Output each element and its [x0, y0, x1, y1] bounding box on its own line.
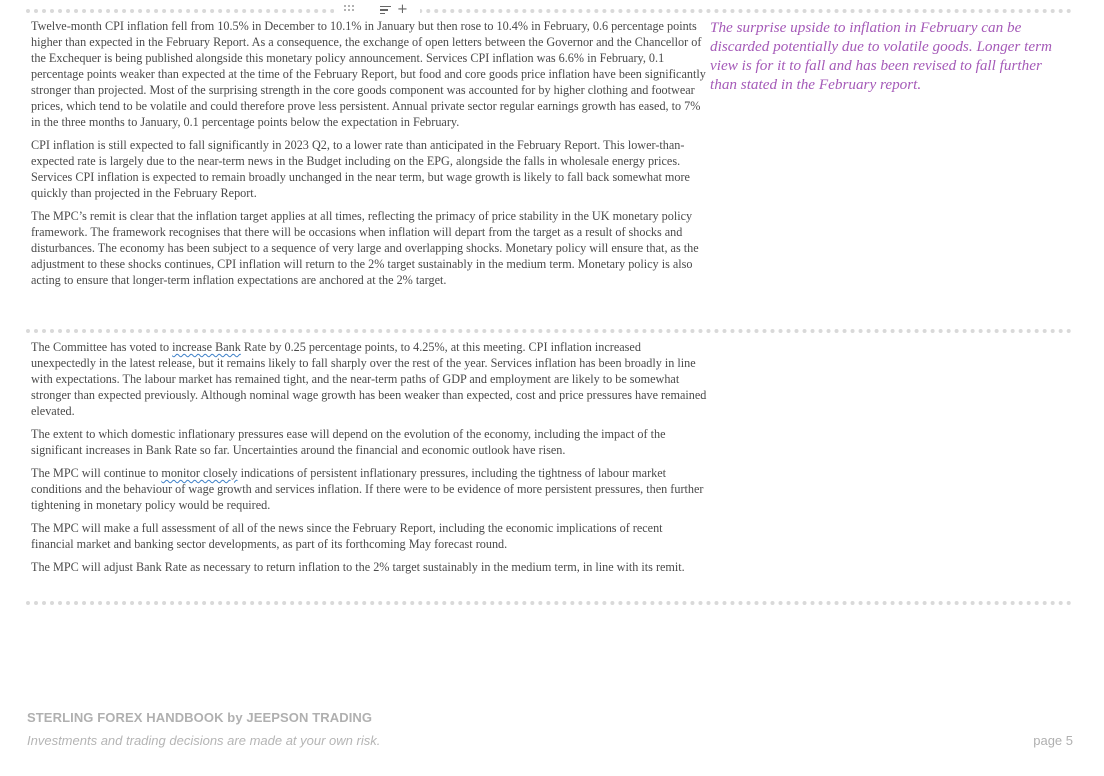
paragraph: The MPC will adjust Bank Rate as necessary to return inflation to the 2% target sustainably in the medium term, in line with its remit. [31, 560, 685, 574]
footer-title: STERLING FOREX HANDBOOK by JEEPSON TRADING [27, 710, 373, 725]
spellcheck-marked-text[interactable]: increase Bank [172, 340, 241, 354]
plus-icon[interactable]: + [397, 2, 408, 17]
annotation-comment[interactable]: The surprise upside to inflation in February can be discarded potentially due to volatile goods. Longer term view is for it to fall and has been revised to fall further than stated in the February report. [710, 19, 1052, 93]
block-toolbar [334, 3, 420, 17]
footer-disclaimer: Investments and trading decisions are made at your own risk. [27, 733, 381, 748]
text-block-policy[interactable] [31, 339, 707, 582]
paragraph-text: indications of persistent inflationary pressures, including the tightness of labour market conditions and the behaviour of wage growth and services inflation. If there were to be evidence of more persistent pressures, then further tightening in monetary policy would be required. [31, 466, 704, 512]
spellcheck-marked-text[interactable]: monitor closely [161, 466, 238, 480]
block-divider-top [26, 9, 1072, 13]
paragraph: The MPC will make a full assessment of all of the news since the February Report, including the economic implications of recent financial market and banking sector developments, as part of its forthcoming May forecast round. [31, 521, 663, 551]
block-divider-middle [26, 329, 1072, 333]
paragraph: The MPC’s remit is clear that the inflation target applies at all times, reflecting the primacy of price stability in the UK monetary policy framework. The framework recognises that there will be occasions when inflation will depart from the target as a result of shocks and disturbances. The economy has been subject to a sequence of very large and overlapping shocks. Monetary policy will ensure that, as the adjustment to these shocks continues, CPI inflation will return to the 2% target sustainably in the medium term. Monetary policy is also acting to ensure that longer-term inflation expectations are anchored at the 2% target. [31, 209, 699, 287]
paragraph: Twelve-month CPI inflation fell from 10.5% in December to 10.1% in January but then rose to 10.4% in February, 0.6 percentage points higher than expected in the February Report. As a consequence, the exchange of open letters between the Governor and the Chancellor of the Exchequer is being published alongside this monetary policy announcement. Services CPI inflation was 6.6% in February, 0.1 percentage points weaker than expected at the time of the February Report, but food and core goods price inflation have been significantly stronger than projected. Most of the surprising strength in the core goods component was accounted for by higher clothing and footwear prices, which tend to be volatile and could therefore prove less persistent. Annual private sector regular earnings growth has eased, to 7% in the three months to January, 0.1 percentage points below the expectation in February. [31, 19, 706, 129]
paragraph-text: The Committee has voted to [31, 340, 173, 354]
paragraph [31, 339, 707, 419]
drag-handle-icon[interactable] [344, 5, 358, 15]
paragraph: CPI inflation is still expected to fall significantly in 2023 Q2, to a lower rate than anticipated in the February Report. This lower-than-expected rate is largely due to the near-term news in the Budget including on the EPG, alongside the falls in wholesale energy prices. Services CPI inflation is expected to remain broadly unchanged in the near term, but wage growth is likely to fall back somewhat more quickly than projected in the February Report. [31, 138, 690, 200]
paragraph-text: Rate by 0.25 percentage points, to 4.25%, at this meeting. CPI inflation increased unexpectedly in the latest release, but it remains likely to fall sharply over the rest of the year. Services inflation has been broadly in line with expectations. The labour market has remained tight, and the near-term paths of GDP and employment are likely to be somewhat stronger than expected previously. Although nominal wage growth has been weaker than expected, cost and price pressures have remained elevated. [31, 340, 707, 418]
paragraph-text: The MPC will continue to [31, 466, 162, 480]
block-divider-bottom [26, 601, 1072, 605]
text-block-inflation[interactable] [31, 18, 707, 295]
paragraph: The extent to which domestic inflationary pressures ease will depend on the evolution of the economy, including the impact of the significant increases in Bank Rate so far. Uncertainties around the financial and economic outlook have risen. [31, 427, 666, 457]
page-number: page 5 [1033, 733, 1073, 748]
align-lines-icon[interactable] [380, 6, 391, 15]
paragraph [31, 465, 707, 513]
